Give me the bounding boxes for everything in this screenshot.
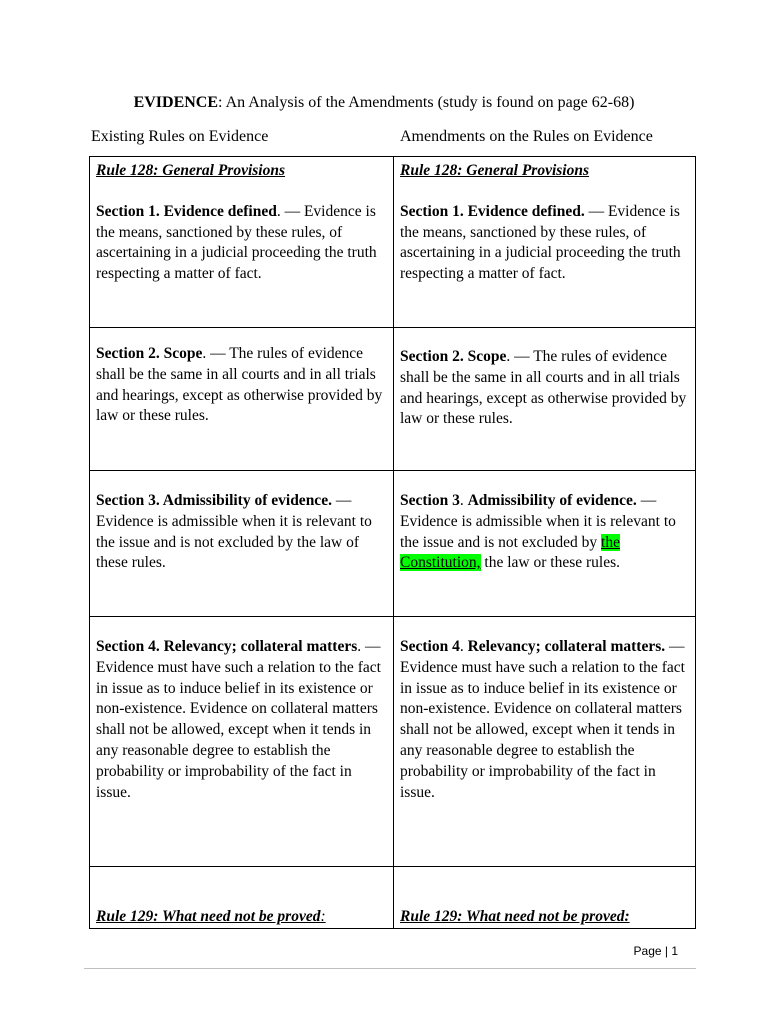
- section-body: — Evidence is the means, sanctioned by these rules, of ascertaining in a judicial proceeding the truth respecting a matter of fact.: [400, 202, 681, 283]
- section-text: [96, 202, 387, 285]
- section-heading: Section 2. Scope: [96, 345, 203, 362]
- section-heading: Section 4: [400, 638, 460, 655]
- rule-heading: Rule 128: General Provisions: [96, 162, 286, 179]
- rule-heading-text: Rule 129: What need not be proved: [96, 908, 321, 925]
- page-number: Page | 1: [633, 944, 678, 958]
- section-heading-tail: . —: [276, 202, 301, 220]
- section-text: [96, 344, 387, 427]
- rule-heading: Rule 128: General Provisions: [400, 162, 590, 179]
- table-cell-existing: [90, 471, 394, 617]
- table-row: [90, 157, 696, 328]
- table-cell-amended: [394, 617, 696, 867]
- rule-heading: Rule 129: What need not be proved:: [400, 908, 630, 925]
- section-heading-sep: .: [459, 492, 468, 509]
- highlighted-amendment: the Constitution,: [400, 533, 620, 572]
- table-row: [90, 328, 696, 471]
- column-heading-existing: Existing Rules on Evidence: [91, 128, 269, 145]
- section-body: — Evidence must have such a relation to the fact in issue as to induce belief in its existence or non-existence. Evidence on collateral matters shall not be allowed, except when it tends in any reasonable degree to establish the probability or improbability of the fact in issue.: [400, 638, 685, 801]
- table-cell-amended: [394, 471, 696, 617]
- footer-divider: [84, 968, 696, 969]
- rule-heading-tail: :: [320, 908, 326, 925]
- section-body: Evidence is the means, sanctioned by these rules, of ascertaining in a judicial proceeding the truth respecting a matter of fact.: [96, 202, 377, 283]
- section-body: — Evidence is admissible when it is relevant to the issue and is not excluded by the law of these rules.: [96, 492, 372, 572]
- section-text: [400, 347, 689, 430]
- section-heading: Section 3: [400, 492, 460, 509]
- title-rest: : An Analysis of the Amendments (study is found on page 62-68): [218, 94, 635, 111]
- section-heading: Section 3. Admissibility of evidence.: [96, 492, 332, 509]
- section-text: [400, 491, 689, 574]
- section-body: — Evidence is admissible when it is relevant to the issue and is not excluded by: [400, 492, 676, 551]
- section-heading: Section 2. Scope: [400, 348, 507, 365]
- column-heading-amendments: Amendments on the Rules on Evidence: [400, 128, 653, 145]
- rule-heading: [96, 907, 387, 928]
- section-text: [400, 637, 689, 803]
- table-cell-amended: [394, 157, 696, 328]
- section-heading-sep: .: [459, 638, 468, 655]
- section-body: . — The rules of evidence shall be the same in all courts and in all trials and hearings, except as otherwise provided by law or these rules.: [96, 345, 383, 425]
- section-heading-title: Admissibility of evidence.: [467, 492, 637, 509]
- section-heading: Section 1. Evidence defined.: [400, 202, 585, 220]
- section-heading: Section 1. Evidence defined: [96, 202, 277, 220]
- table-cell-amended: [394, 328, 696, 471]
- section-body-end: the law or these rules.: [480, 554, 620, 572]
- section-body: . — Evidence must have such a relation to the fact in issue as to induce belief in its existence or non-existence. Evidence on collateral matters shall not be allowed, except when it tends in any reasonable degree to establish the probability or improbability of the fact in issue.: [96, 638, 381, 801]
- table-cell-existing: [90, 157, 394, 328]
- table-cell-existing: [90, 328, 394, 471]
- table-cell-amended: [394, 867, 696, 929]
- section-body: . — The rules of evidence shall be the same in all courts and in all trials and hearings, except as otherwise provided by law or these rules.: [400, 348, 687, 428]
- section-text: [96, 637, 387, 803]
- title-bold: EVIDENCE: [133, 94, 219, 111]
- table-row: [90, 617, 696, 867]
- table-cell-existing: [90, 617, 394, 867]
- document-title: [0, 94, 768, 112]
- table-row: [90, 867, 696, 929]
- table-cell-existing: [90, 867, 394, 929]
- comparison-table: [89, 156, 696, 929]
- section-text: [400, 202, 689, 285]
- section-text: [96, 491, 387, 574]
- section-heading-title: Relevancy; collateral matters.: [467, 638, 666, 655]
- section-heading: Section 4. Relevancy; collateral matters: [96, 638, 358, 655]
- table-row: [90, 471, 696, 617]
